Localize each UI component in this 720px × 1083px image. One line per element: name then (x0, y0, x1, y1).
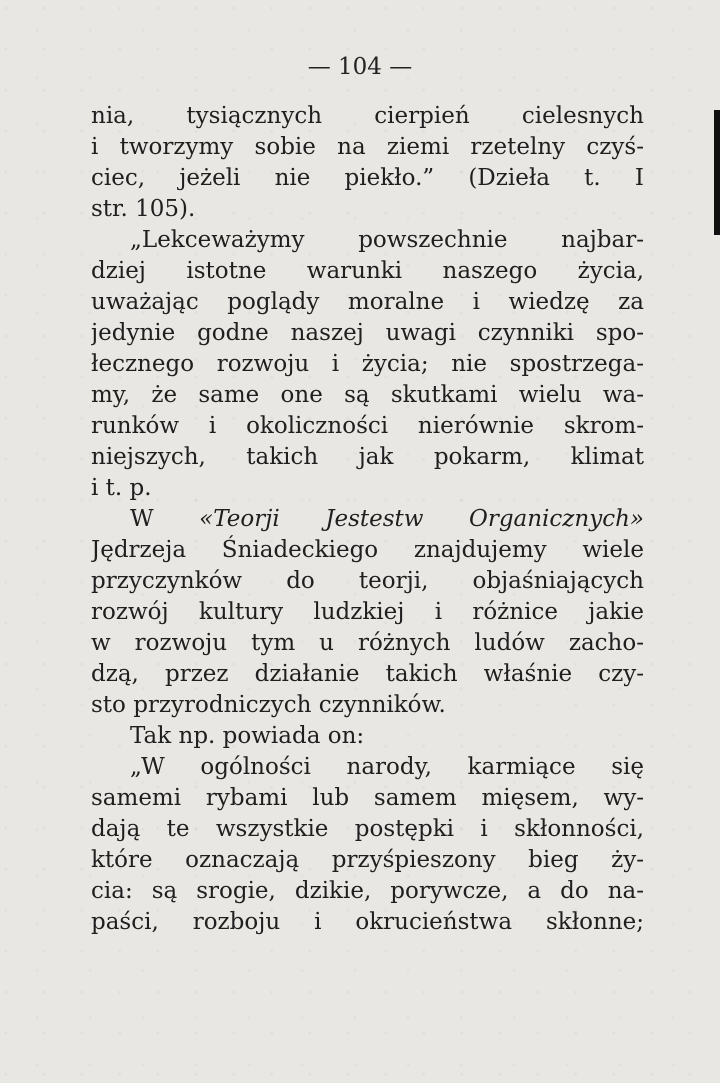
text-line (91, 597, 644, 628)
line-text: ciec, jeżeli nie piekło.” (Dzieła t. I (91, 165, 644, 191)
line-text: rozwój kultury ludzkiej i różnice jakie (91, 599, 644, 625)
line-text: dają te wszystkie postępki i skłonności, (91, 816, 644, 842)
line-text: niejszych, takich jak pokarm, klimat (91, 444, 644, 470)
page-number: — 104 — (307, 54, 413, 80)
text-line (91, 752, 644, 783)
text-line (91, 380, 644, 411)
line-text: jedynie godne naszej uwagi czynniki spo- (91, 320, 644, 346)
text-line (91, 566, 644, 597)
line-text: samemi rybami lub samem mięsem, wy- (91, 785, 644, 811)
line-text: Jędrzeja Śniadeckiego znajdujemy wiele (91, 537, 644, 563)
text-line (91, 535, 644, 566)
line-text: uważając poglądy moralne i wiedzę za (91, 289, 644, 315)
line-text: „W ogólności narody, karmiące się (130, 754, 644, 780)
text-line (91, 876, 644, 907)
text-line (91, 225, 644, 256)
line-text: które oznaczają przyśpieszony bieg ży- (91, 847, 644, 873)
body-text (91, 101, 644, 938)
text-line (91, 659, 644, 690)
text-line (91, 256, 644, 287)
text-line (91, 907, 644, 938)
text-line (91, 287, 644, 318)
text-line (91, 101, 644, 132)
line-text: paści, rozboju i okrucieństwa skłonne; (91, 909, 644, 935)
line-text: łecznego rozwoju i życia; nie spostrzega- (91, 351, 644, 377)
text-line (91, 690, 644, 721)
line-text: i tworzymy sobie na ziemi rzetelny czyś- (91, 134, 644, 160)
line-text: cia: są srogie, dzikie, porywcze, a do na- (91, 878, 644, 904)
page-edge-shadow (714, 110, 720, 235)
line-text: str. 105). (91, 196, 196, 222)
line-text: W (130, 506, 200, 532)
text-line (91, 349, 644, 380)
line-text: dziej istotne warunki naszego życia, (91, 258, 644, 284)
text-line (91, 411, 644, 442)
text-line (91, 721, 644, 752)
line-text: i t. p. (91, 475, 152, 501)
italic-title-text: «Teorji Jestestw Organicznych» (199, 506, 644, 532)
line-text: nia, tysiącznych cierpień cielesnych (91, 103, 644, 129)
line-text: przyczynków do teorji, objaśniających (91, 568, 644, 594)
text-line (91, 132, 644, 163)
text-line (91, 442, 644, 473)
text-line (91, 845, 644, 876)
line-text: Tak np. powiada on: (130, 723, 365, 749)
text-line (91, 318, 644, 349)
line-text: w rozwoju tym u różnych ludów zacho- (91, 630, 644, 656)
line-text: dzą, przez działanie takich właśnie czy- (91, 661, 644, 687)
text-line (91, 783, 644, 814)
text-line (91, 473, 644, 504)
line-text: sto przyrodniczych czynników. (91, 692, 446, 718)
text-line (91, 504, 644, 535)
text-line (91, 194, 644, 225)
line-text: my, że same one są skutkami wielu wa- (91, 382, 644, 408)
line-text: „Lekceważymy powszechnie najbar- (130, 227, 644, 253)
text-line (91, 628, 644, 659)
line-text: runków i okoliczności nierównie skrom- (91, 413, 644, 439)
text-line (91, 163, 644, 194)
text-line (91, 814, 644, 845)
